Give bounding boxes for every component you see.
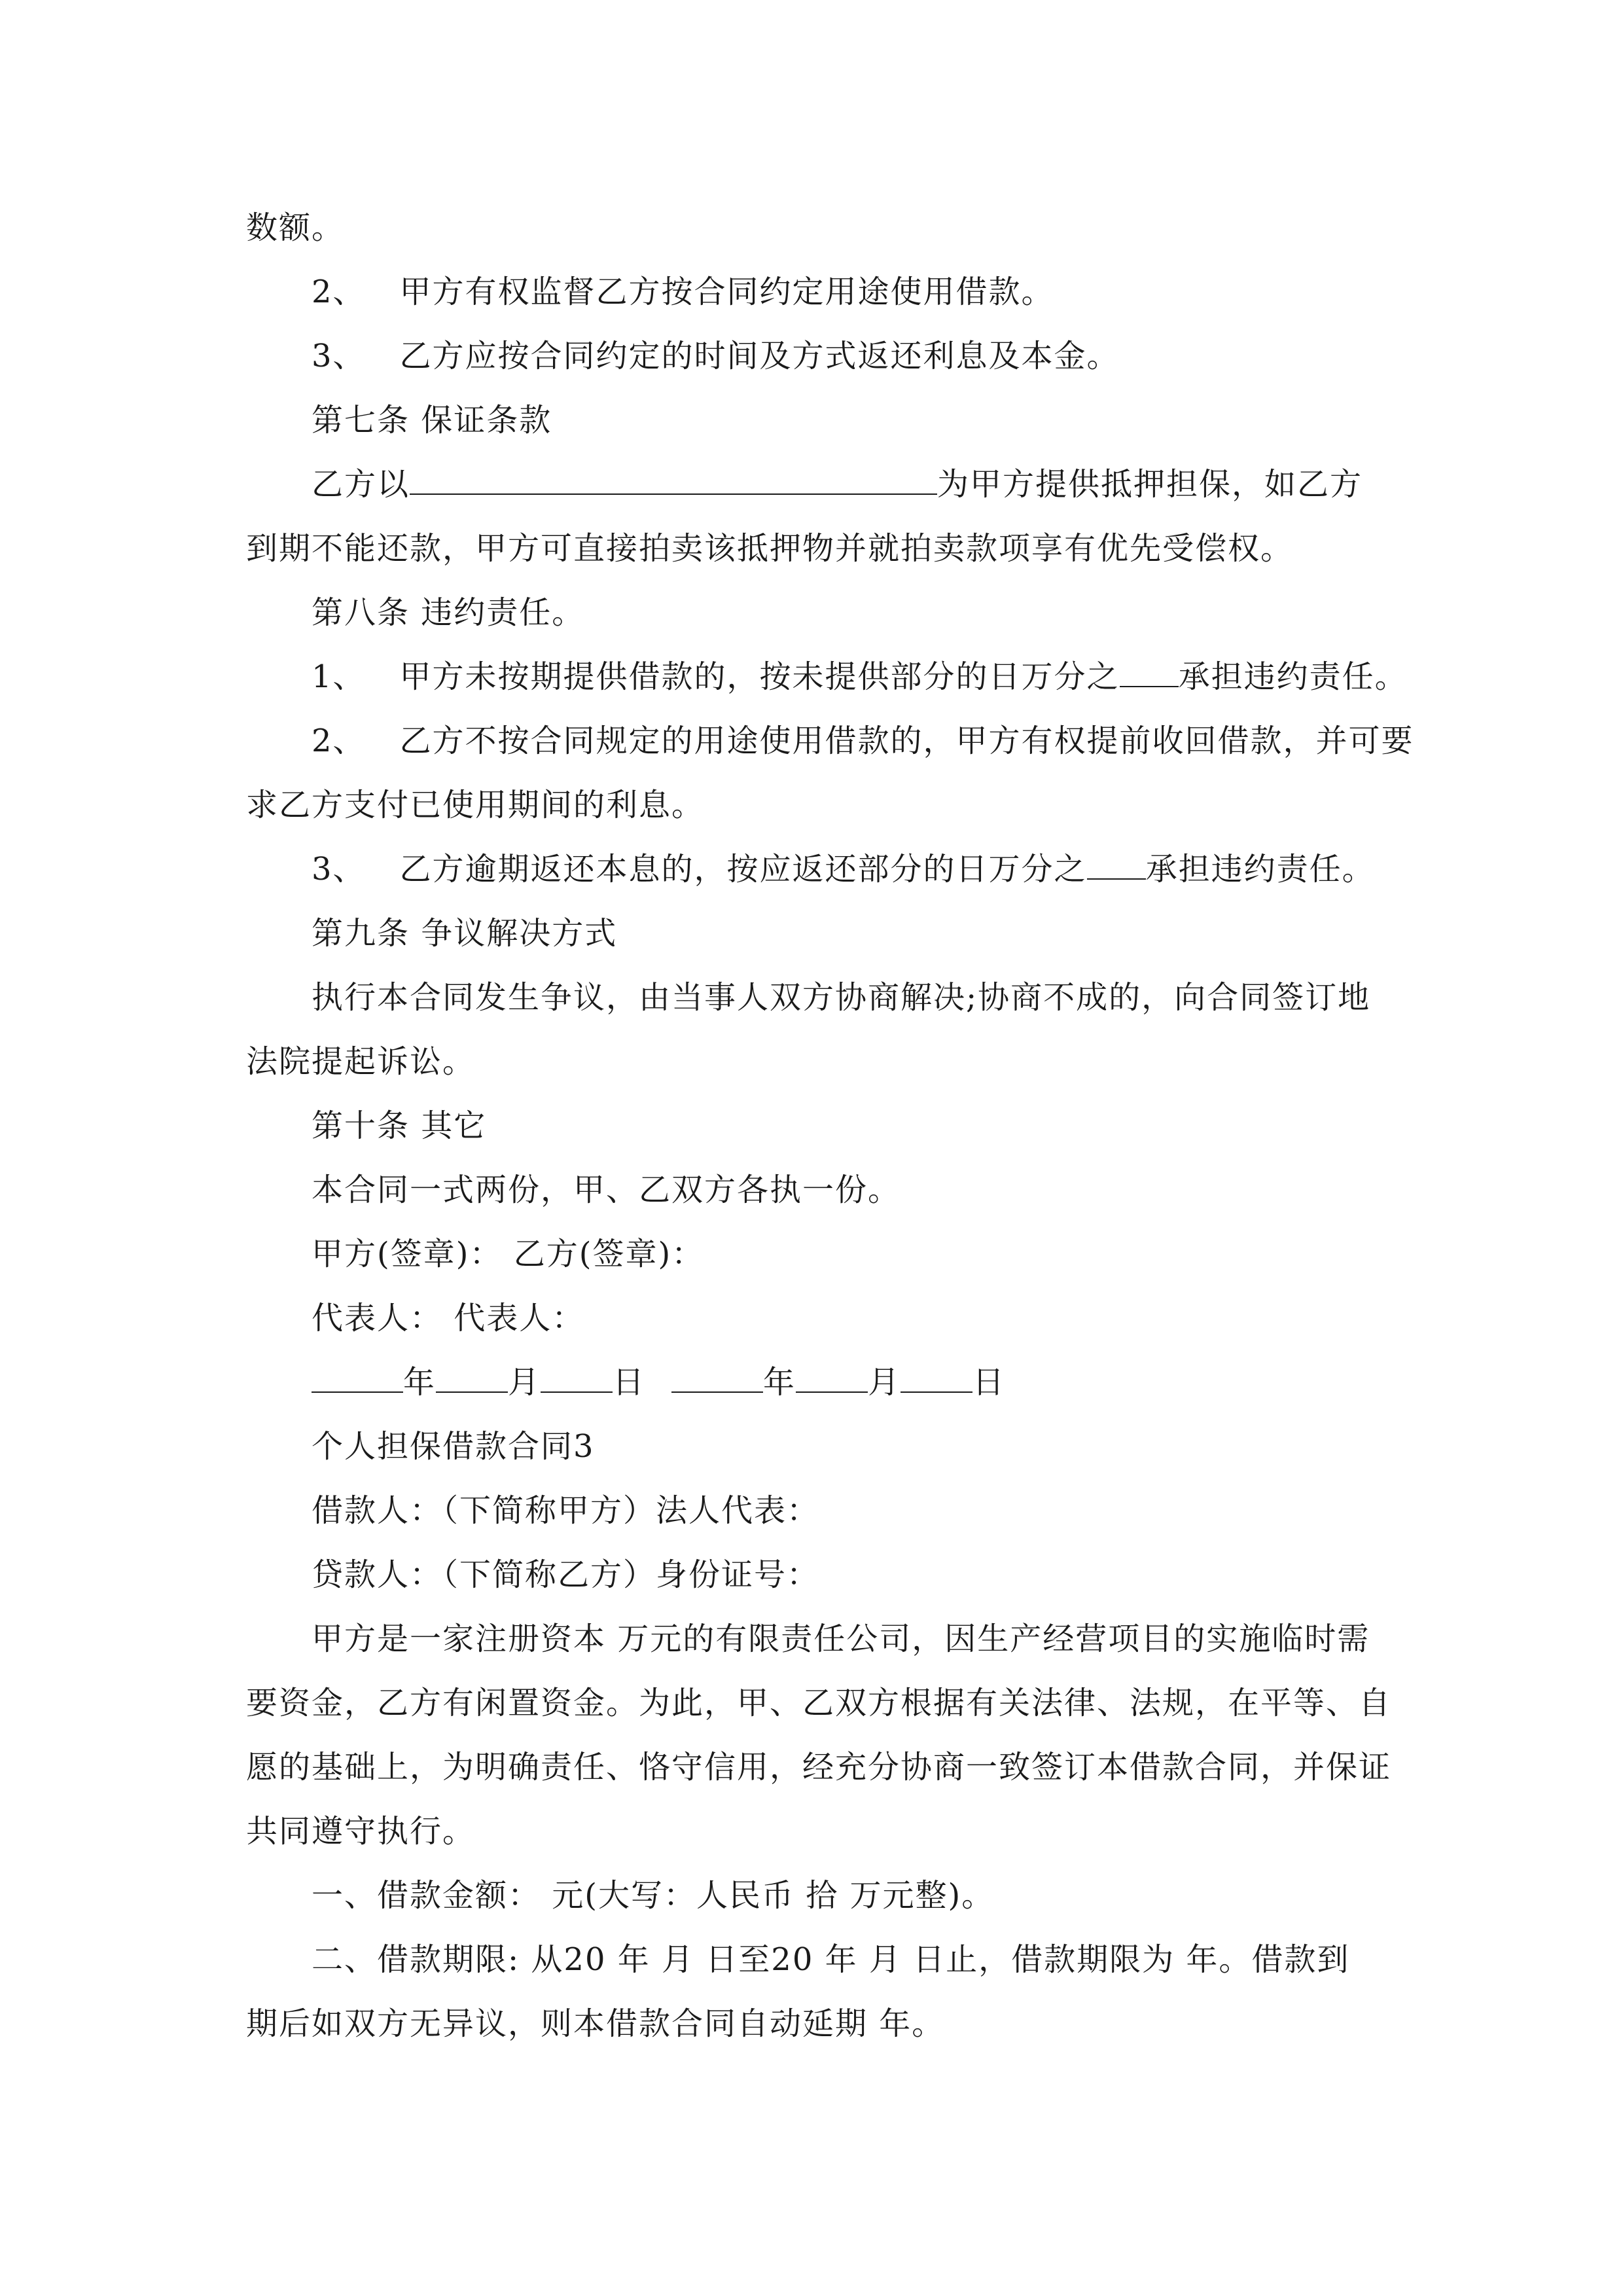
clause-item: 一、借款金额： 元(大写：人民币 拾 万元整)。 [312, 1877, 995, 1914]
fill-in-blank [541, 1363, 613, 1393]
paragraph-line: 共同遵守执行。 [246, 1813, 476, 1850]
fill-in-blank [671, 1363, 763, 1393]
party-line: 借款人：（下简称甲方）法人代表： [312, 1492, 820, 1529]
paragraph-line: 愿的基础上，为明确责任、恪守信用，经充分协商一致签订本借款合同，并保证 [246, 1749, 1392, 1785]
paragraph-line: 数额。 [246, 209, 345, 246]
document-title: 个人担保借款合同3 [312, 1428, 595, 1465]
fill-in-blank [1120, 657, 1179, 687]
section-heading: 第七条 保证条款 [312, 402, 552, 439]
paragraph-line: 求乙方支付已使用期间的利息。 [246, 787, 705, 823]
clause-item: 3、 乙方逾期返还本息的，按应返还部分的日万分之 承担违约责任。 [312, 851, 1375, 888]
section-heading: 第九条 争议解决方式 [312, 915, 618, 952]
paragraph-line: 期后如双方无异议，则本借款合同自动延期 年。 [246, 2005, 945, 2042]
paragraph-line: 本合同一式两份，甲、乙双方各执一份。 [312, 1172, 901, 1208]
fill-in-blank [796, 1363, 868, 1393]
paragraph-line: 到期不能还款，甲方可直接拍卖该抵押物并就拍卖款项享有优先受偿权。 [246, 530, 1294, 567]
signature-line: 甲方(签章)： 乙方(签章)： [312, 1236, 705, 1272]
fill-in-blank [410, 465, 937, 495]
clause-item: 3、 乙方应按合同约定的时间及方式返还利息及本金。 [312, 338, 1120, 374]
date-line: 年 月 日 年 月 日 [312, 1363, 1005, 1402]
paragraph-line: 法院提起诉讼。 [246, 1043, 476, 1080]
paragraph-line: 执行本合同发生争议，由当事人双方协商解决;协商不成的，向合同签订地 [312, 979, 1371, 1016]
fill-in-blank [312, 1363, 403, 1393]
fill-in-blank [901, 1363, 972, 1393]
fill-in-blank [436, 1363, 508, 1393]
section-heading: 第十条 其它 [312, 1107, 487, 1144]
paragraph-line: 乙方以 为甲方提供抵押担保，如乙方 [312, 466, 1363, 503]
representative-line: 代表人： 代表人： [312, 1300, 585, 1336]
party-line: 贷款人：（下简称乙方）身份证号： [312, 1556, 820, 1593]
clause-item: 2、 乙方不按合同规定的用途使用借款的，甲方有权提前收回借款，并可要 [312, 723, 1414, 759]
clause-item: 2、 甲方有权监督乙方按合同约定用途使用借款。 [312, 274, 1054, 310]
section-heading: 第八条 违约责任。 [312, 594, 585, 631]
fill-in-blank [1087, 850, 1146, 880]
clause-item: 二、借款期限: 从20 年 月 日至20 年 月 日止，借款期限为 年。借款到 [312, 1941, 1350, 1978]
paragraph-line: 甲方是一家注册资本 万元的有限责任公司，因生产经营项目的实施临时需 [312, 1621, 1370, 1657]
clause-item: 1、 甲方未按期提供借款的，按未提供部分的日万分之 承担违约责任。 [312, 658, 1408, 695]
paragraph-line: 要资金，乙方有闲置资金。为此，甲、乙双方根据有关法律、法规，在平等、自 [246, 1685, 1392, 1721]
